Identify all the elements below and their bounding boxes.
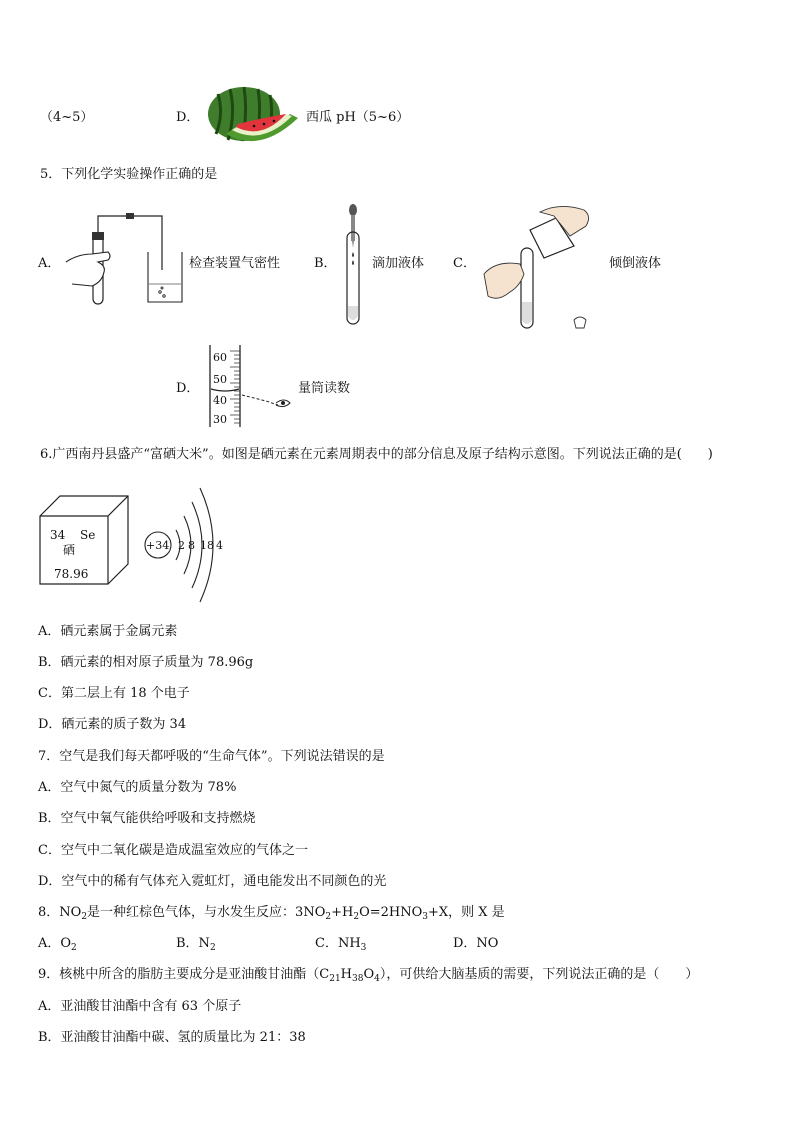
pouring-liquid-diagram (480, 202, 600, 332)
cylinder-tick-30: 30 (213, 413, 227, 426)
airtight-check-diagram (62, 212, 188, 308)
q7-option-d: D．空气中的稀有气体充入霓虹灯，通电能发出不同颜色的光 (38, 874, 387, 889)
atom-shell-2: 8 (188, 539, 195, 552)
atom-nucleus: +34 (146, 539, 170, 552)
atom-shell-4: 4 (216, 539, 223, 552)
cylinder-tick-40: 40 (213, 394, 227, 407)
q8-stem: 8．$NO_2$是一种红棕色气体，与水发生反应：$3NO_2+H_2O=2HNO_3+X$，则 X 是 (38, 905, 505, 922)
atom-structure-diagram (140, 482, 240, 608)
q8-option-b: B．$N_2$ (176, 936, 216, 953)
q7-option-c: C．空气中二氧化碳是造成温室效应的气体之一 (38, 843, 308, 858)
dropper-diagram (338, 202, 368, 328)
watermelon-caption: 西瓜 pH（5~6） (306, 110, 410, 125)
q6-option-d: D．硒元素的质子数为 34 (38, 717, 187, 732)
q7-stem: 7．空气是我们每天都呼吸的“生命气体”。下列说法错误的是 (38, 749, 385, 764)
q8-option-a: A．$O_2$ (38, 936, 77, 953)
cylinder-tick-50: 50 (213, 373, 227, 386)
ph-range-fragment: （4~5） (40, 110, 94, 125)
q5-option-d-caption: 量筒读数 (298, 381, 351, 396)
atom-shell-3: 18 (200, 539, 214, 552)
q8-option-c: C．$NH_3$ (315, 936, 367, 953)
watermelon-image (204, 84, 300, 156)
q5-stem: 5．下列化学实验操作正确的是 (40, 167, 218, 182)
q8-option-d: D．NO (453, 936, 499, 951)
q7-option-b: B．空气中氧气能供给呼吸和支持燃烧 (38, 811, 256, 826)
q5-option-a-letter: A． (38, 256, 61, 271)
q6-stem: 6.广西南丹县盛产“富硒大米”。如图是硒元素在元素周期表中的部分信息及原子结构示意图。下列说法正确的是( ) (40, 447, 713, 462)
q5-option-c-letter: C． (453, 256, 476, 271)
element-card (38, 494, 130, 588)
q5-option-b-caption: 滴加液体 (372, 256, 425, 271)
cylinder-tick-60: 60 (213, 351, 227, 364)
q6-option-c: C．第二层上有 18 个电子 (38, 686, 190, 701)
q6-option-b: B．硒元素的相对原子质量为 78.96g (38, 655, 254, 670)
atom-shell-1: 2 (178, 539, 185, 552)
q9-stem: 9．核桃中所含的脂肪主要成分是亚油酸甘油酯$(C_{21}H_{38}O_4)$，可供给大脑基质的需要，下列说法正确的是（ ） (38, 967, 699, 984)
element-mass: 78.96 (54, 567, 89, 581)
element-symbol: Se (80, 528, 96, 542)
q5-option-a-caption: 检查装置气密性 (189, 256, 281, 271)
option-d-letter: D． (176, 110, 200, 125)
q5-option-d-letter: D． (176, 381, 200, 396)
graduated-cylinder-diagram (204, 343, 296, 429)
q7-option-a: A．空气中氮气的质量分数为 78% (38, 780, 237, 795)
q9-option-b: B．亚油酸甘油酯中碳、氢的质量比为 21：38 (38, 1030, 306, 1045)
element-number: 34 (50, 528, 66, 542)
q6-option-a: A．硒元素属于金属元素 (38, 624, 178, 639)
q5-option-b-letter: B． (314, 256, 337, 271)
element-name: 硒 (63, 543, 76, 557)
q5-option-c-caption: 倾倒液体 (609, 256, 662, 271)
q9-option-a: A．亚油酸甘油酯中含有 63 个原子 (38, 999, 242, 1014)
